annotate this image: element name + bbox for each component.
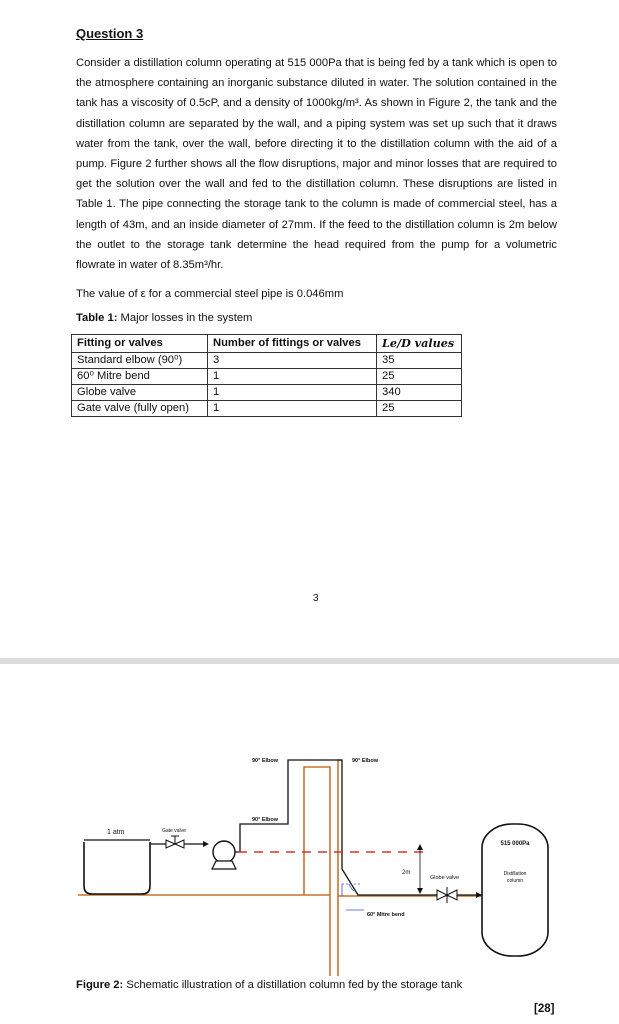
globe-valve-icon	[437, 887, 457, 903]
table-row	[72, 385, 462, 401]
wall-right	[338, 760, 341, 976]
caption-text: Schematic illustration of a distillation column fed by the storage tank	[123, 979, 463, 991]
table-row	[72, 401, 462, 417]
height-label: 2m	[402, 870, 411, 876]
gate-valve-icon	[166, 836, 184, 848]
table-title-label: Table 1:	[76, 312, 118, 324]
table-row	[72, 353, 462, 369]
caption-label: Figure 2:	[76, 979, 124, 991]
schematic-figure	[0, 664, 619, 1024]
pressure-label: 515 000Pa	[500, 841, 530, 847]
feed-arrow-icon	[476, 892, 482, 898]
cell-fitting: 60⁰ Mitre bend	[72, 369, 208, 385]
epsilon-note: The value of ε for a commercial steel pipe is 0.046mm	[76, 288, 344, 300]
question-heading: Question 3	[76, 26, 144, 41]
cell-fitting: Globe valve	[72, 385, 208, 401]
header-count: Number of fittings or valves	[208, 335, 377, 353]
question-paragraph: Consider a distillation column operating at 515 000Pa that is being fed by a tank which is open to the atmosphere containing an inorganic substance diluted in water. The solution contained in the tank has a viscosity of 0.5cP, and a density of 1000kg/m³. As shown in Figure 2, the tank and the distillation column are separated by the wall, and a piping system was set up such that it draws water from the tank, over the wall, before directing it to the distillation column with the aid of a pump. Figure 2 further shows all the flow disruptions, major and minor losses that are required to get the solution over the wall and fed to the distillation column. These disruptions are listed in Table 1. The pipe connecting the storage tank to the column is made of commercial steel, has a length of 43m, and an inside diameter of 27mm. If the feed to the distillation column is 2m below the outlet to the storage tank determine the head required from the pump for a volumetric flowrate in water of 8.35m³/hr.	[76, 57, 557, 272]
wall-left	[304, 767, 330, 976]
cell-le-d: 25	[377, 401, 462, 417]
cell-le-d: 25	[377, 369, 462, 385]
cell-fitting: Gate valve (fully open)	[72, 401, 208, 417]
header-le-d: Le/D values	[377, 335, 462, 353]
atm-label: 1 atm	[107, 829, 125, 836]
elbow-label-top-left: 90° Elbow	[252, 758, 279, 764]
table-title	[76, 312, 252, 324]
cell-count: 1	[208, 385, 377, 401]
cell-count: 1	[208, 401, 377, 417]
globe-valve-label: Globe valve	[430, 875, 460, 881]
figure-caption	[76, 979, 462, 991]
mitre-label: 60° Mitre bend	[367, 912, 405, 918]
elbow-label-mid: 90° Elbow	[252, 817, 279, 823]
marks-total: [28]	[534, 1003, 555, 1015]
discharge-pipe	[235, 760, 414, 895]
flow-arrow-icon	[203, 841, 209, 847]
elbow-label-top-right: 90° Elbow	[352, 758, 379, 764]
losses-table	[71, 334, 462, 417]
gate-valve-label: Gate valve	[162, 828, 186, 834]
table-row	[72, 369, 462, 385]
column-label-line1: Distillation	[503, 871, 527, 877]
pump-icon	[212, 841, 236, 869]
storage-tank	[84, 842, 150, 894]
cell-count: 3	[208, 353, 377, 369]
cell-le-d: 35	[377, 353, 462, 369]
header-fitting: Fitting or valves	[72, 335, 208, 353]
cell-fitting: Standard elbow (90⁰)	[72, 353, 208, 369]
table-title-text: Major losses in the system	[117, 312, 253, 324]
page-number: 3	[313, 593, 319, 604]
cell-count: 1	[208, 369, 377, 385]
table-header-row	[72, 335, 462, 353]
column-label-line2: column	[506, 878, 524, 884]
cell-le-d: 340	[377, 385, 462, 401]
